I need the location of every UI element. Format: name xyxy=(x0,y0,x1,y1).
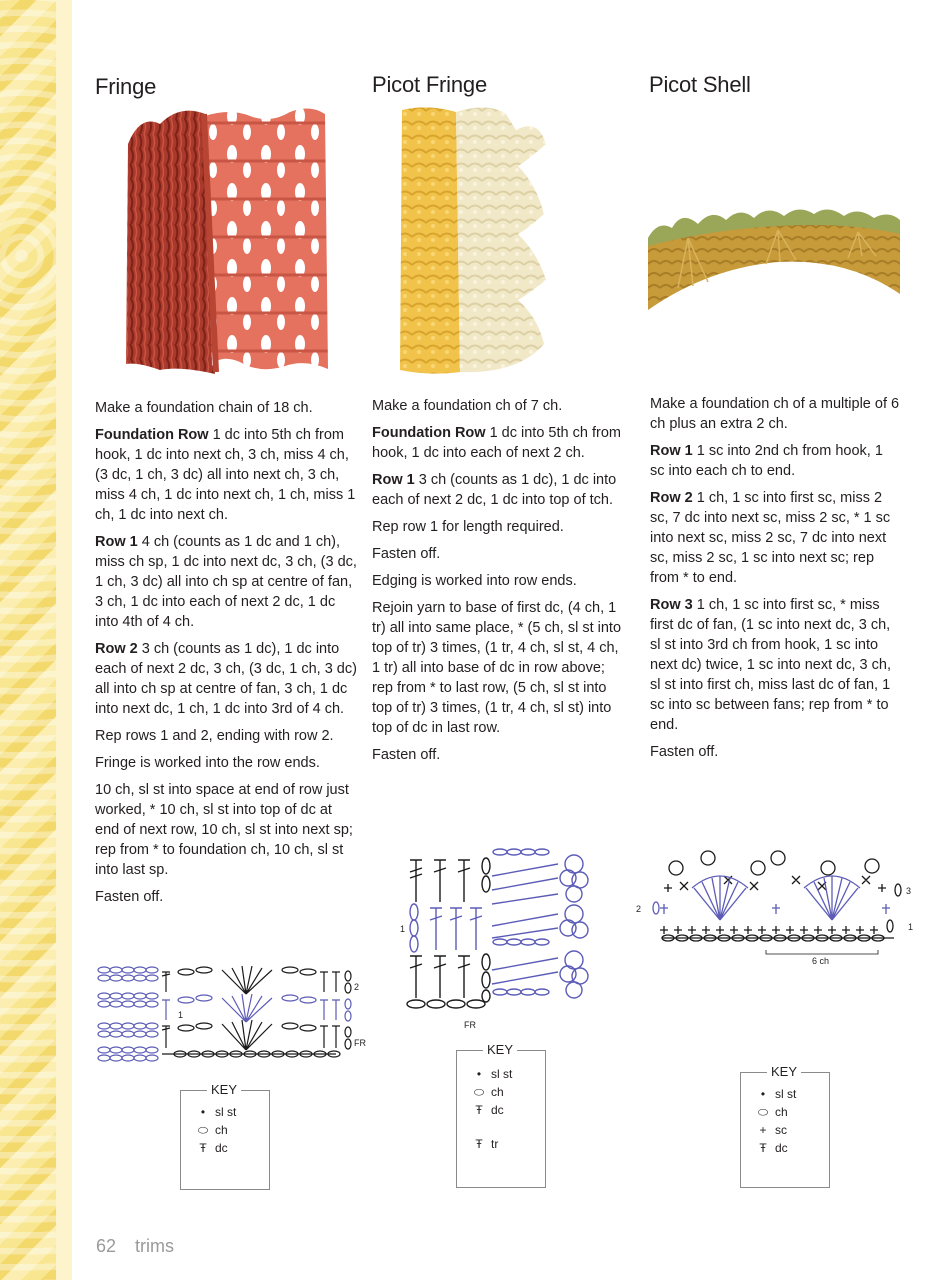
picot-fringe-para-0: Make a foundation ch of 7 ch. xyxy=(372,398,563,414)
picot-shell-title: Picot Shell xyxy=(649,72,751,97)
fringe-para-0: Make a foundation chain of 18 ch. xyxy=(95,400,313,416)
fringe-chart-label-row1: 1 xyxy=(178,1010,184,1020)
picot-fringe-title: Picot Fringe xyxy=(372,72,487,97)
picot-shell-instructions xyxy=(650,394,900,769)
treble-crochet-icon: Ŧ xyxy=(475,1137,483,1151)
page-number: 62 xyxy=(96,1236,117,1256)
chain-icon: ⬭ xyxy=(197,1123,209,1137)
picot-shell-chart-label-row2: 2 xyxy=(636,904,642,914)
fringe-para-7: Fasten off. xyxy=(95,889,164,905)
picot-fringe-para-4: Fasten off. xyxy=(372,546,441,562)
single-crochet-icon: + xyxy=(759,1123,767,1137)
strip-edge xyxy=(56,0,72,1280)
picot-fringe-para-6: Rejoin yarn to base of first dc, (4 ch, 1 tr) all into same place, * (5 ch, sl st into top of tr) 3 times, (1 tr, 4 ch, sl st, 4 ch, 1 tr) all into base of dc in row above; rep from * to last row, (5 ch, sl st into top of tr) 3 times, (1 tr, 4 ch, sl st) into top of dc in last row. xyxy=(372,600,622,736)
picot-fringe-key: KEY • sl st ⬭ ch Ŧ dc Ŧ tr xyxy=(456,1050,546,1188)
chain-icon: ⬭ xyxy=(473,1085,485,1099)
picot-shell-para-1: Row 1 1 sc into 2nd ch from hook, 1 sc into each ch to end. xyxy=(650,443,883,479)
slip-stitch-icon: • xyxy=(200,1105,206,1119)
picot-fringe-stitch-diagram xyxy=(398,842,594,1032)
picot-shell-key-title: KEY xyxy=(767,1064,801,1079)
double-crochet-icon: Ŧ xyxy=(475,1103,483,1117)
fringe-para-5: Fringe is worked into the row ends. xyxy=(95,755,320,771)
fringe-para-1: Foundation Row 1 dc into 5th ch from hook, 1 dc into next ch, 3 ch, miss 4 ch, (3 dc, 1 ch, 3 dc) all into next ch, 3 ch, miss 4 ch, 1 dc into next ch, 1 ch, miss 1 ch, 1 dc into next ch. xyxy=(95,427,356,523)
page-footer xyxy=(96,1236,174,1257)
fringe-stitch-diagram xyxy=(96,962,368,1066)
double-crochet-icon: Ŧ xyxy=(759,1141,767,1155)
fringe-para-4: Rep rows 1 and 2, ending with row 2. xyxy=(95,728,334,744)
fringe-chart-label-row2: 2 xyxy=(354,982,360,992)
picot-shell-stitch-diagram xyxy=(632,846,922,970)
section-name: trims xyxy=(135,1236,175,1256)
picot-shell-para-2: Row 2 1 ch, 1 sc into first sc, miss 2 sc, 7 dc into next sc, miss 2 sc, * 1 sc into next sc, miss 2 sc, 7 dc into next sc, miss 2 sc, 1 sc into next sc; rep from * to end. xyxy=(650,490,891,586)
fringe-title: Fringe xyxy=(95,74,157,99)
picot-shell-photo xyxy=(648,198,900,318)
fringe-photo xyxy=(120,104,332,376)
picot-shell-chart-label-row3: 3 xyxy=(906,886,912,896)
picot-fringe-para-5: Edging is worked into row ends. xyxy=(372,573,577,589)
picot-shell-key: KEY • sl st ⬭ ch + sc Ŧ dc xyxy=(740,1072,830,1188)
fringe-para-3: Row 2 3 ch (counts as 1 dc), 1 dc into each of next 2 dc, 3 ch, (3 dc, 1 ch, 3 dc) all into ch sp at centre of fan, 3 ch, 1 dc into next dc, 1 ch, 1 dc into 3rd of 4 ch. xyxy=(95,641,357,717)
picot-fringe-para-3: Rep row 1 for length required. xyxy=(372,519,564,535)
fringe-instructions xyxy=(95,398,357,914)
chain-icon: ⬭ xyxy=(757,1105,769,1119)
picot-fringe-chart-label-fr: FR xyxy=(464,1020,476,1030)
picot-fringe-para-1: Foundation Row 1 dc into 5th ch from hook, 1 dc into each of next 2 ch. xyxy=(372,425,621,461)
fringe-chart-label-fr: FR xyxy=(354,1038,366,1048)
picot-shell-para-3: Row 3 1 ch, 1 sc into first sc, * miss first dc of fan, (1 sc into next dc, 3 ch, sl st into 3rd ch from hook, 1 sc into next dc) twice, 1 sc into next dc, 3 ch, sl st into first ch, miss last dc of fan, 1 sc into sc between fans; rep from * to end. xyxy=(650,597,891,733)
picot-shell-chart-label-row1: 1 xyxy=(908,922,914,932)
picot-fringe-para-2: Row 1 3 ch (counts as 1 dc), 1 dc into each of next 2 dc, 1 dc into top of tch. xyxy=(372,472,617,508)
picot-shell-chart-label-6ch: 6 ch xyxy=(812,956,830,966)
slip-stitch-icon: • xyxy=(476,1067,482,1081)
double-crochet-icon: Ŧ xyxy=(199,1141,207,1155)
slip-stitch-icon: • xyxy=(760,1087,766,1101)
picot-fringe-para-7: Fasten off. xyxy=(372,747,441,763)
fringe-key: KEY • sl st ⬭ ch Ŧ dc xyxy=(180,1090,270,1190)
fringe-para-2: Row 1 4 ch (counts as 1 dc and 1 ch), miss ch sp, 1 dc into next dc, 3 ch, (3 dc, 1 ch, 3 dc) all into ch sp at centre of fan, 3 ch, 1 dc into each of next 2 dc, 1 dc into 4th of 4 ch. xyxy=(95,534,357,630)
picot-shell-para-0: Make a foundation ch of a multiple of 6 ch plus an extra 2 ch. xyxy=(650,396,900,432)
picot-shell-para-4: Fasten off. xyxy=(650,744,719,760)
picot-fringe-instructions xyxy=(372,396,628,772)
fringe-key-title: KEY xyxy=(207,1082,241,1097)
picot-fringe-photo xyxy=(398,104,550,376)
decorative-side-strip xyxy=(0,0,72,1280)
fringe-para-6: 10 ch, sl st into space at end of row just worked, * 10 ch, sl st into top of dc at end of next row, 10 ch, sl st into next sp; rep from * to foundation ch, 10 ch, sl st into last sp. xyxy=(95,782,353,878)
picot-fringe-chart-label-row1: 1 xyxy=(400,924,406,934)
picot-fringe-key-title: KEY xyxy=(483,1042,517,1057)
